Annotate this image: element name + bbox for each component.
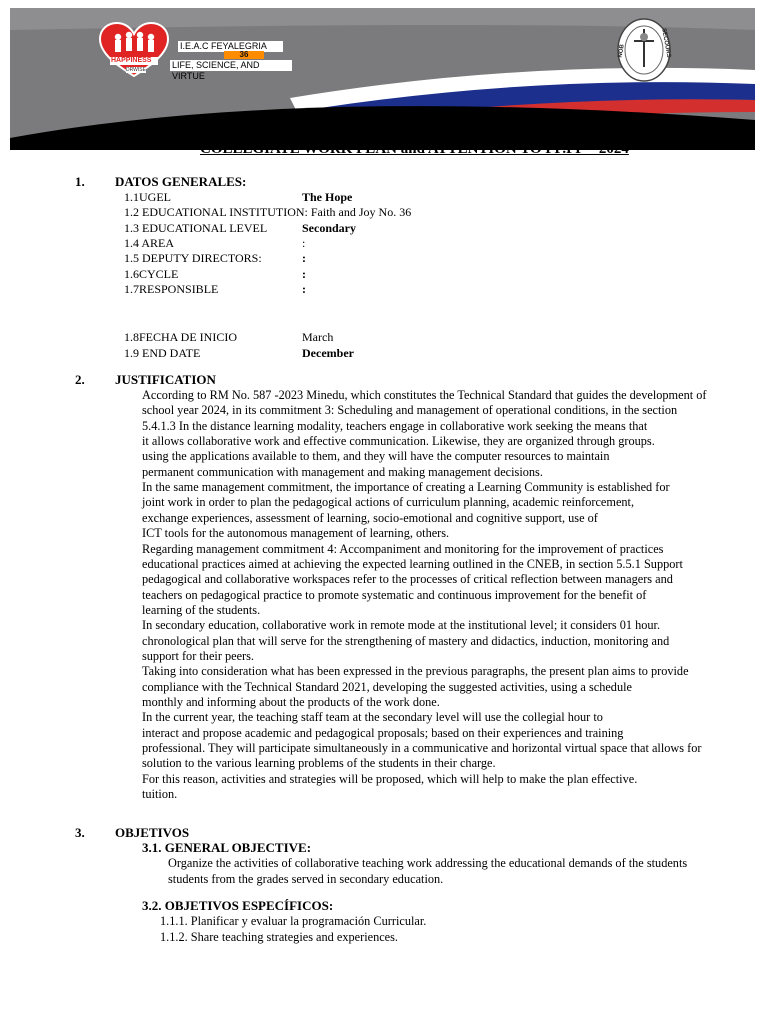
item-end-value: December [302,346,354,360]
item-institution-label: 1.2 EDUCATIONAL INSTITUTION: Faith and Joy No. 36 [124,205,412,219]
justification-line: tuition. [142,787,178,802]
justification-line: interact and propose academic and pedagogical proposals; based on their experiences and training [142,725,624,740]
justification-line: 5.4.1.3 In the distance learning modality, teachers engage in collaborative work seeking the means that [142,418,648,433]
section2-number: 2. [75,372,85,387]
section1-heading: DATOS GENERALES: [115,174,247,189]
justification-line: pedagogical and collaborative workspaces refer to the processes of critical reflection between managers and [142,572,673,587]
justification-line: compliance with the Technical Standard 2021, developing the suggested activities, using a schedule [142,679,632,694]
section3-number: 3. [75,825,85,840]
justification-line: using the applications available to them, and they will have the computer resources to maintain [142,449,610,464]
justification-line: In secondary education, collaborative work in remote mode at the institutional level; it considers 01 hour. [142,618,661,633]
logo-text: HAPPINESS [111,57,152,64]
justification-line: permanent communication with management and making management decisions. [142,464,543,479]
justification-line: school year 2024, in its commitment 3: Scheduling and management of operational conditions, in the section [142,403,678,418]
logo-subtext: DRWISE [126,67,146,73]
seal-text: SECOURS [660,27,672,59]
item-deputy-value: : [302,251,306,265]
school-motto: LIFE, SCIENCE, AND VIRTUE [170,60,292,71]
justification-line: In the current year, the teaching staff team at the secondary level will use the collegial hour to [142,710,603,725]
justification-line: joint work in order to plan the pedagogical actions of curriculum planning, academic reinforcement, [142,495,635,510]
justification-line: support for their peers. [142,648,255,663]
item-ugel-label: 1.1UGEL [124,190,171,204]
section2-heading: JUSTIFICATION [115,372,216,387]
item-deputy-label: 1.5 DEPUTY DIRECTORS: [124,251,262,265]
school-number: 36 [224,51,264,59]
header-banner [0,0,768,150]
justification-line: it allows collaborative work and effective communication. Likewise, they are organized through groups. [142,434,655,449]
justification-line: solution to the various learning problems of the students in their charge. [142,756,496,771]
justification-line: professional. They will participate simultaneously in a communicative and horizontal virtual space that allows for [142,741,702,756]
document-title: COLLEGIATE WORK PLAN and ATTENTION TO PP.FF – 2024 [200,141,629,157]
justification-line: monthly and informing about the products of the work done. [142,695,440,709]
justification-line: In the same management commitment, the importance of creating a Learning Community is established for [142,480,670,495]
general-objective-heading: 3.1. GENERAL OBJECTIVE: [142,840,312,855]
justification-line: Taking into consideration what has been expressed in the previous paragraphs, the present plan aims to provide [142,664,689,679]
specific-objectives-heading: 3.2. OBJETIVOS ESPECÍFICOS: [142,898,334,913]
item-ugel-value: The Hope [302,190,353,204]
justification-line: According to RM No. 587 -2023 Minedu, which constitutes the Technical Standard that guides the development of [142,388,707,402]
specific-objective-item: 1.1.2. Share teaching strategies and experiences. [160,930,398,944]
general-objective-line: Organize the activities of collaborative teaching work addressing the educational demands of the students [168,856,688,870]
item-level-value: Secondary [302,221,356,235]
item-responsible-value: : [302,282,306,296]
section1-number: 1. [75,174,85,189]
justification-line: exchange experiences, assessment of learning, socio-emotional and cognitive support, use of [142,510,598,525]
justification-line: chronological plan that will serve for the strengthening of mastery and didactics, induction, monitoring and [142,633,670,648]
justification-line: learning of the students. [142,602,261,617]
justification-line: For this reason, activities and strategies will be proposed, which will help to make the plan effective. [142,771,638,786]
item-area-value: : [302,236,306,250]
justification-line: ICT tools for the autonomous management of learning, others. [142,526,450,541]
justification-line: Regarding management commitment 4: Accompaniment and monitoring for the improvement of practices [142,541,664,556]
justification-line: educational practices aimed at achieving the expected learning outlined in the CNEB, in section 5.5.1 Support [142,556,683,571]
item-cycle-label: 1.6CYCLE [124,267,179,281]
item-start-value: March [302,330,334,344]
item-end-label: 1.9 END DATE [124,346,201,360]
justification-line: teachers on pedagogical practice to promote systematic and continuous improvement for the benefit of [142,587,647,602]
item-responsible-label: 1.7RESPONSIBLE [124,282,219,296]
item-start-label: 1.8FECHA DE INICIO [124,330,237,344]
item-cycle-value: : [302,267,306,281]
section3-heading: OBJETIVOS [115,825,190,840]
specific-objective-item: 1.1.1. Planificar y evaluar la programación Curricular. [160,914,427,928]
item-level-label: 1.3 EDUCATIONAL LEVEL [124,221,268,235]
school-name: I.E.A.C FEYALEGRIA [178,41,283,52]
seal-text-left: NOB [617,43,626,59]
general-objective-line: students from the grades served in secondary education. [168,872,444,886]
item-area-label: 1.4 AREA [124,236,175,250]
